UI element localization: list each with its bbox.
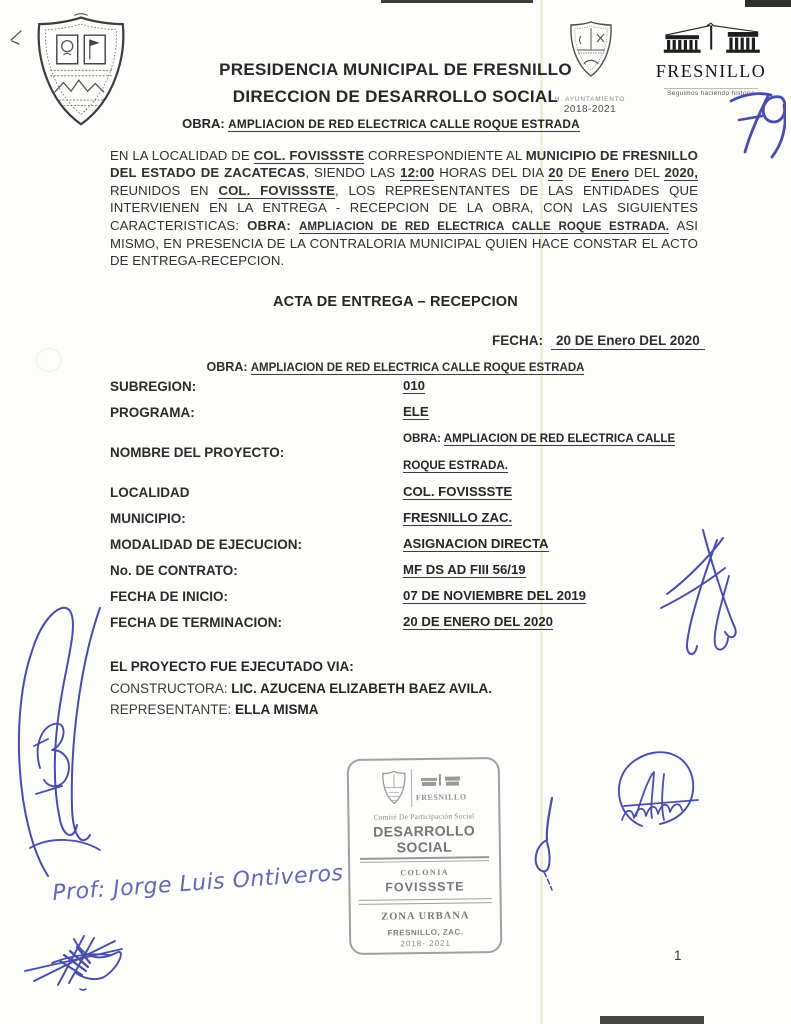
- intro-paragraph: [110, 147, 698, 270]
- text-segment: COL. FOVISSSTE: [253, 148, 365, 163]
- constructora-line: [110, 678, 492, 700]
- acta-obra-line: [0, 360, 791, 374]
- fields-table: [110, 373, 710, 635]
- field-label: PROGRAMA:: [110, 404, 195, 420]
- text-segment: DEL: [629, 165, 665, 181]
- stamp-period-text: 2018- 2021: [400, 938, 452, 948]
- stamp-fresnillo-icon: [415, 773, 466, 802]
- field-value-line: [403, 373, 425, 399]
- text-segment: OBRA:: [247, 217, 291, 233]
- field-value: [403, 531, 549, 557]
- stamp-committee-text: Comité De Participación Social: [373, 811, 475, 822]
- fecha-label: FECHA:: [492, 333, 543, 348]
- fecha-value: 20 DE Enero DEL 2020: [551, 333, 705, 350]
- field-value-line: [403, 425, 675, 452]
- header-obra-line: [0, 116, 762, 131]
- field-value-line: [403, 609, 553, 635]
- text-segment: MUNICIPIO DE FRESNILLO DEL ESTADO DE ZACATECAS: [110, 148, 698, 181]
- field-row: [110, 583, 710, 609]
- acta-obra-value: AMPLIACION DE RED ELECTRICA CALLE ROQUE ESTRADA: [250, 362, 585, 374]
- field-row: [110, 531, 710, 557]
- text-segment: MF DS AD FIII 56/19: [403, 562, 526, 577]
- circular-signature: [606, 746, 706, 846]
- field-row: [110, 425, 710, 479]
- text-segment: OBRA:: [403, 432, 444, 445]
- scribble-signature-bottom-left: [22, 933, 144, 997]
- ayuntamiento-period: 2018-2021: [563, 104, 617, 115]
- field-row: [110, 479, 710, 505]
- handwritten-name-note: Prof: Jorge Luis Ontiveros: [51, 860, 345, 907]
- text-segment: 20 DE ENERO DEL 2020: [403, 614, 554, 629]
- text-segment: CORRESPONDIENTE AL: [364, 148, 526, 163]
- fresnillo-building-icon: [659, 22, 763, 58]
- field-label: NOMBRE DEL PROYECTO:: [110, 444, 285, 460]
- text-segment: COL. FOVISSSTE: [218, 182, 336, 198]
- executor-block: [110, 656, 492, 721]
- stamp-fresnillo-wordmark: FRESNILLO: [415, 792, 467, 803]
- ayuntamiento-shield-logo: [566, 20, 616, 78]
- field-value-line: [403, 583, 586, 609]
- text-segment: HORAS DEL DIA: [434, 165, 549, 181]
- left-margin-signature: [10, 596, 128, 882]
- field-value: [403, 425, 675, 479]
- field-value: [403, 373, 425, 399]
- executor-intro: EL PROYECTO FUE EJECUTADO VIA:: [110, 659, 354, 674]
- field-label: FECHA DE TERMINACION:: [110, 614, 282, 630]
- text-segment: 010: [403, 378, 426, 393]
- acta-obra-label: OBRA:: [206, 360, 248, 374]
- constructora-value: LIC. AZUCENA ELIZABETH BAEZ AVILA.: [231, 680, 493, 696]
- stamp-zone-text: ZONA URBANA: [381, 909, 470, 923]
- text-segment: AMPLIACION DE RED ELECTRICA CALLE ROQUE ESTRADA.: [298, 219, 670, 233]
- text-segment: 20: [548, 165, 564, 181]
- field-row: [110, 609, 710, 635]
- document-title-line2: DIRECCION DE DESARROLLO SOCIAL: [232, 87, 559, 106]
- field-label: MUNICIPIO:: [110, 510, 186, 526]
- field-value: [403, 583, 586, 609]
- stamp-logo-divider: [410, 769, 412, 807]
- desarrollo-social-stamp: [347, 757, 503, 955]
- text-segment: FRESNILLO ZAC.: [403, 510, 513, 525]
- text-segment: , SIENDO LAS: [305, 165, 401, 181]
- text-segment: 07 DE NOVIEMBRE DEL 2019: [403, 588, 586, 603]
- field-label: MODALIDAD DE EJECUCION:: [110, 536, 303, 552]
- text-segment: Enero: [591, 165, 630, 181]
- stamp-colonia-label: COLONIA: [400, 867, 450, 878]
- stamp-building-icon: [419, 773, 463, 788]
- text-segment: REUNIDOS EN: [110, 182, 219, 198]
- representante-value: ELLA MISMA: [235, 702, 319, 717]
- field-value: [403, 557, 526, 583]
- field-value-line: [403, 505, 512, 531]
- field-row: [110, 399, 710, 425]
- crossed-signature-right: [653, 520, 749, 670]
- field-label: No. DE CONTRATO:: [110, 562, 238, 578]
- representante-line: [110, 699, 492, 721]
- text-segment: ELE: [403, 404, 429, 419]
- field-value-line: [403, 452, 675, 479]
- text-segment: EN LA LOCALIDAD DE: [110, 148, 254, 163]
- scan-artifact-top-bar: [381, 0, 533, 3]
- field-label: SUBREGION:: [110, 378, 197, 394]
- stamp-rule: [359, 898, 492, 904]
- text-segment: 12:00: [400, 165, 435, 181]
- header-obra-value: AMPLIACION DE RED ELECTRICA CALLE ROQUE ESTRADA: [228, 117, 580, 131]
- text-segment: ASIGNACION DIRECTA: [403, 536, 549, 551]
- field-row: [110, 373, 710, 399]
- stamp-shield-icon: [380, 770, 407, 806]
- hook-pen-mark: [524, 794, 564, 894]
- scan-artifact-top-right-bar: [745, 0, 791, 7]
- field-label: LOCALIDAD: [110, 484, 190, 500]
- document-title-line1: PRESIDENCIA MUNICIPAL DE FRESNILLO: [219, 60, 572, 79]
- page-number: 1: [674, 948, 682, 963]
- field-value: [403, 505, 512, 531]
- handwritten-folio-number: [728, 86, 786, 160]
- ayuntamiento-caption: H. AYUNTAMIENTO: [554, 96, 626, 103]
- fecha-line: [492, 333, 705, 348]
- stamp-logos-row: [349, 765, 499, 811]
- representante-label: REPRESENTANTE:: [110, 702, 232, 717]
- scan-artifact-bottom-bar: [600, 1016, 704, 1024]
- text-segment: DE: [563, 165, 592, 181]
- field-value: [403, 609, 553, 635]
- fresnillo-wordmark: FRESNILLO: [655, 61, 767, 81]
- field-row: [110, 557, 710, 583]
- field-label: FECHA DE INICIO:: [110, 588, 228, 604]
- fresnillo-tagline: Seguimos haciendo historia: [664, 88, 758, 97]
- text-segment: , LOS REPRESENTANTES DE LAS ENTIDADES QUE INTERVIENEN EN LA ENTREGA - RECEPCION DE LA OBRA, CON LAS SIGUIENTES CARACTERISTICAS:: [110, 182, 699, 233]
- pen-mark-top-left: [8, 28, 26, 46]
- field-value-line: [403, 479, 512, 505]
- field-row: [110, 505, 710, 531]
- text-segment: AMPLIACION DE RED ELECTRICA CALLE: [443, 432, 676, 445]
- stamp-city-text: FRESNILLO, ZAC.: [387, 926, 464, 938]
- field-value-line: [403, 531, 549, 557]
- text-segment: ASI MISMO, EN PRESENCIA DE LA CONTRALORIA MUNICIPAL QUIEN HACE CONSTAR EL ACTO DE ENTREGA-RECEPCION.: [110, 217, 699, 269]
- text-segment: ROQUE ESTRADA.: [403, 459, 508, 472]
- stamp-department-text: DESARROLLO SOCIAL: [373, 822, 476, 856]
- text-segment: COL. FOVISSSTE: [403, 484, 513, 499]
- acta-title: ACTA DE ENTREGA – RECEPCION: [273, 294, 518, 310]
- field-value-line: [403, 557, 526, 583]
- field-value-line: [403, 399, 429, 425]
- constructora-label: CONSTRUCTORA:: [110, 680, 228, 696]
- text-segment: [291, 218, 299, 233]
- header-obra-label: OBRA:: [182, 116, 225, 131]
- text-segment: 2020,: [664, 165, 698, 181]
- field-value: [403, 479, 512, 505]
- field-value: [403, 399, 429, 425]
- stamp-colonia-value: FOVISSSTE: [385, 879, 465, 895]
- stamp-rule: [360, 856, 489, 863]
